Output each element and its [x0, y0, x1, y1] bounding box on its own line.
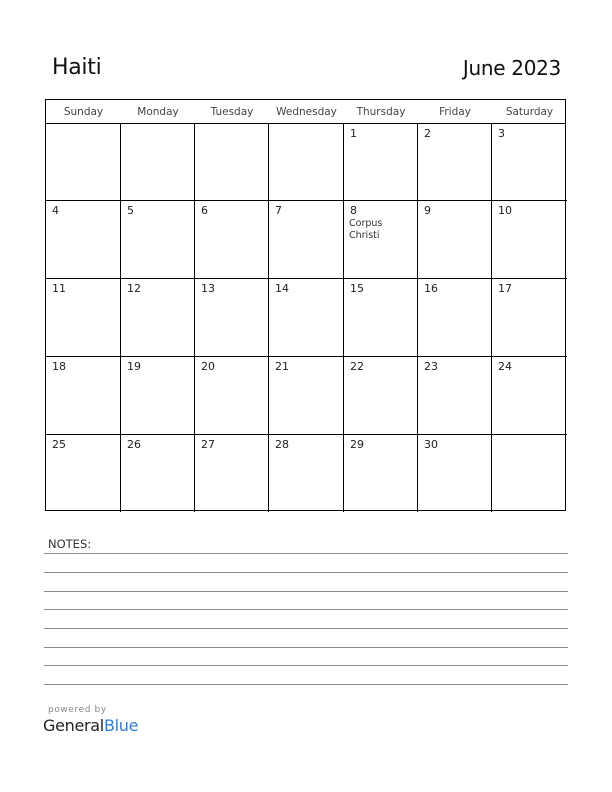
- day-number: 9: [424, 204, 431, 217]
- day-number: 4: [52, 204, 59, 217]
- weekday-header-saturday: Saturday: [505, 106, 554, 118]
- holiday-label: Corpus Christi: [349, 218, 383, 241]
- generalblue-logo: [43, 716, 138, 735]
- day-number: 22: [350, 360, 364, 373]
- day-cell: [344, 357, 418, 435]
- day-number: 11: [52, 282, 66, 295]
- day-cell: [344, 124, 418, 201]
- day-number: 17: [498, 282, 512, 295]
- weekday-header-row: [46, 100, 565, 124]
- calendar-grid: [45, 99, 566, 511]
- day-cell: [121, 279, 195, 357]
- day-cell: [492, 124, 567, 201]
- notes-line: [44, 553, 568, 554]
- day-cell: [492, 357, 567, 435]
- day-number: 8: [350, 204, 357, 217]
- notes-line: [44, 665, 568, 666]
- day-number: 20: [201, 360, 215, 373]
- day-number: 16: [424, 282, 438, 295]
- country-title: Haiti: [52, 55, 102, 80]
- notes-line: [44, 647, 568, 648]
- notes-line: [44, 609, 568, 610]
- weekday-header-wednesday: Wednesday: [276, 106, 337, 118]
- day-cell: [344, 279, 418, 357]
- weekday-header-tuesday: Tuesday: [210, 106, 254, 118]
- notes-line: [44, 628, 568, 629]
- day-cell: [418, 279, 492, 357]
- day-cell: [46, 357, 121, 435]
- weekday-header-friday: Friday: [439, 106, 471, 118]
- day-cell: [344, 435, 418, 512]
- empty-day-cell: [46, 124, 121, 201]
- empty-day-cell: [492, 435, 567, 512]
- day-number: 23: [424, 360, 438, 373]
- notes-line: [44, 572, 568, 573]
- day-number: 10: [498, 204, 512, 217]
- day-cell: [492, 279, 567, 357]
- day-cell: [46, 279, 121, 357]
- brand-blue: Blue: [103, 716, 139, 735]
- month-year-title: June 2023: [462, 56, 561, 80]
- day-number: 15: [350, 282, 364, 295]
- day-cell: [46, 201, 121, 279]
- day-number: 19: [127, 360, 141, 373]
- notes-line: [44, 591, 568, 592]
- day-number: 21: [275, 360, 289, 373]
- notes-line: [44, 684, 568, 685]
- day-cell: [46, 435, 121, 512]
- day-cell: [121, 435, 195, 512]
- day-number: 30: [424, 438, 438, 451]
- day-cell: [269, 279, 344, 357]
- day-number: 1: [350, 127, 357, 140]
- brand-general: General: [43, 716, 104, 735]
- day-cell: [121, 357, 195, 435]
- day-cell: [195, 435, 269, 512]
- day-cell: [195, 357, 269, 435]
- day-cell: [269, 435, 344, 512]
- day-number: 14: [275, 282, 289, 295]
- day-cell: [418, 435, 492, 512]
- weekday-header-thursday: Thursday: [356, 106, 406, 118]
- day-number: 13: [201, 282, 215, 295]
- day-number: 25: [52, 438, 66, 451]
- day-cell: [418, 201, 492, 279]
- empty-day-cell: [121, 124, 195, 201]
- empty-day-cell: [195, 124, 269, 201]
- day-cell: [269, 201, 344, 279]
- day-cell: [269, 357, 344, 435]
- day-number: 7: [275, 204, 282, 217]
- day-cell: [418, 124, 492, 201]
- empty-day-cell: [269, 124, 344, 201]
- day-number: 27: [201, 438, 215, 451]
- day-cell: [492, 201, 567, 279]
- day-cell: [418, 357, 492, 435]
- powered-by-text: powered by: [48, 705, 107, 715]
- day-number: 2: [424, 127, 431, 140]
- day-cell: [195, 201, 269, 279]
- day-number: 12: [127, 282, 141, 295]
- day-cell: [121, 201, 195, 279]
- day-number: 18: [52, 360, 66, 373]
- day-cell: [344, 201, 418, 279]
- day-number: 6: [201, 204, 208, 217]
- day-cell: [195, 279, 269, 357]
- notes-label: NOTES:: [48, 537, 92, 551]
- weekday-header-monday: Monday: [137, 106, 179, 118]
- day-number: 29: [350, 438, 364, 451]
- day-number: 26: [127, 438, 141, 451]
- day-number: 28: [275, 438, 289, 451]
- weekday-header-sunday: Sunday: [63, 106, 104, 118]
- day-number: 5: [127, 204, 134, 217]
- day-number: 3: [498, 127, 505, 140]
- day-number: 24: [498, 360, 512, 373]
